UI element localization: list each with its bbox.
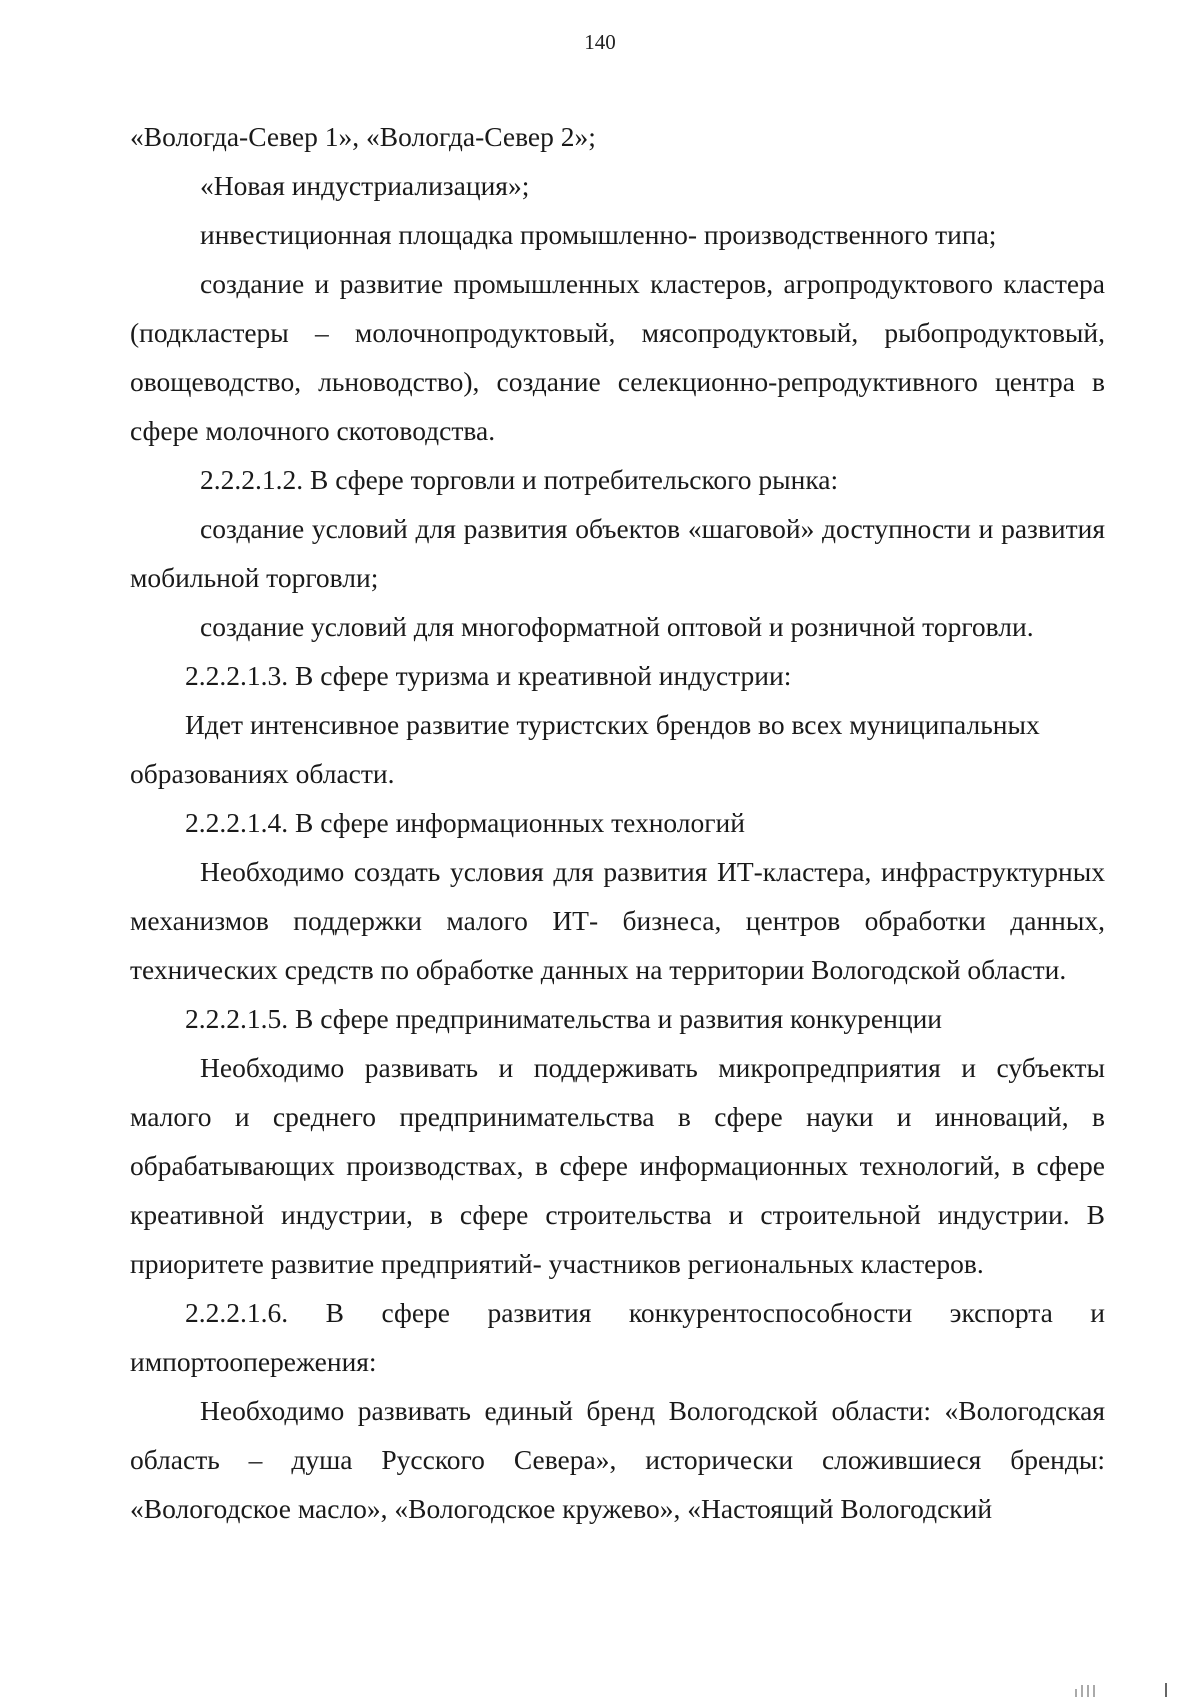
paragraph: Необходимо развивать и поддерживать микропредприятия и субъекты малого и среднего предпринимательства в сфере науки и инноваций, в обрабатывающих производствах, в сфере информационных технологий, в сфере креативной индустрии, в сфере строительства и строительной индустрии. В приоритете развитие предприятий- участников региональных кластеров. [130, 1052, 1105, 1279]
scan-edge-marks [1016, 1677, 1176, 1697]
paragraph: Необходимо развивать единый бренд Вологодской области: «Вологодская область – душа Русского Севера», исторически сложившиеся бренды: «Вологодское масло», «Вологодское кружево», «Настоящий Вологодский [130, 1395, 1105, 1524]
paragraph: Необходимо создать условия для развития ИТ-кластера, инфраструктурных механизмов поддержки малого ИТ- бизнеса, центров обработки данных, технических средств по обработке данных на территории Вологодской области. [130, 856, 1105, 985]
section-heading: 2.2.2.1.4. В сфере информационных технологий [185, 807, 745, 838]
paragraph: «Новая индустриализация»; [200, 170, 530, 201]
paragraph: создание условий для многоформатной оптовой и розничной торговли. [200, 611, 1034, 642]
section-heading: 2.2.2.1.3. В сфере туризма и креативной индустрии: [185, 660, 792, 691]
section-heading: 2.2.2.1.6. В сфере развития конкурентоспособности экспорта и импортоопережения: [130, 1297, 1105, 1377]
paragraph: «Вологда-Север 1», «Вологда-Север 2»; [130, 121, 596, 152]
paragraph: создание условий для развития объектов «шаговой» доступности и развития мобильной торговли; [130, 513, 1105, 593]
paragraph: создание и развитие промышленных кластеров, агропродуктового кластера (подкластеры – молочнопродуктовый, мясопродуктовый, рыбопродуктовый, овощеводство, льноводство), создание селекционно-репродуктивного центра в сфере молочного скотоводства. [130, 268, 1105, 446]
body-text [130, 112, 1105, 1533]
page-number: 140 [584, 30, 616, 54]
section-heading: 2.2.2.1.5. В сфере предпринимательства и развития конкуренции [185, 1003, 943, 1034]
paragraph: инвестиционная площадка промышленно- производственного типа; [200, 219, 997, 250]
section-heading: 2.2.2.1.2. В сфере торговли и потребительского рынка: [200, 464, 839, 495]
paragraph: Идет интенсивное развитие туристских брендов во всех муниципальных образованиях области. [130, 709, 1040, 789]
